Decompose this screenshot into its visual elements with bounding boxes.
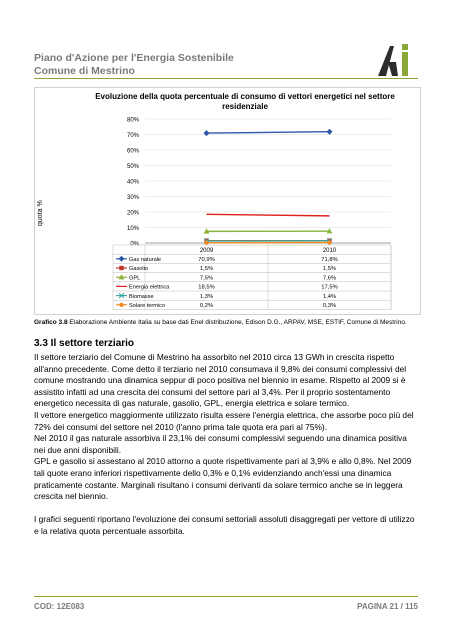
series-line (207, 214, 330, 216)
caption-label: Grafico 3.8 (34, 319, 68, 326)
caption-text: Elaborazione Ambiente Italia su base dati Enel distribuzione, Edison D.G., ARPAV, MSE, ESTIF, Comune di Mestrino. (67, 319, 407, 326)
paragraph: I grafici seguenti riportano l'evoluzione dei consumi settoriali assoluti disaggregati per vettore di utilizzo e la relativa quota percentuale assorbita. (34, 514, 415, 536)
document-header (34, 52, 334, 78)
data-label: 1,5% (199, 266, 214, 273)
x-tick-label: 2009 (199, 248, 214, 254)
legend-label: Energia elettrica (129, 284, 170, 291)
footer-rule (34, 596, 418, 597)
legend-label: Gas naturale (129, 257, 162, 263)
header-rule (34, 78, 418, 79)
document-code: COD: 12E083 (34, 602, 85, 611)
data-point-marker (119, 266, 123, 270)
ambiente-italia-logo (376, 42, 414, 78)
data-point-marker (119, 303, 123, 307)
y-tick-label: 10% (126, 226, 139, 232)
data-label: 1,5% (322, 266, 337, 273)
page-number: PAGINA 21 / 115 (357, 602, 418, 611)
y-tick-label: 0% (130, 241, 139, 248)
paragraph: Il vettore energetico maggiormente utilizzato risulta essere l'energia elettrica, che assorbe poco più del 72% dei consumi del settore nel 2010 (l'anno prima tale quota era pari al 75%). (34, 409, 414, 432)
paragraph: Nel 2010 il gas naturale assorbiva il 23,1% dei consumi complessivi seguendo una dinamica positiva nei due anni disponibili. (34, 433, 407, 455)
section-heading: 3.3 Il settore terziario (34, 338, 135, 349)
data-point-marker (327, 129, 333, 135)
y-axis-label: quota % (37, 200, 44, 226)
paragraph: GPL e gasolio si assestano al 2010 attorno a quote rispettivamente pari al 3,9% e allo 0,8%. Nel 2009 tali quote erano inferiori rispettivamente dello 0,3% e 0,1% evidenziando anch'essi una dinamica praticamente costante. Marginali risultano i consumi derivanti da solare termico anche se in leggera crescita nel biennio. (34, 456, 412, 502)
legend-label: Gasolio (129, 266, 148, 273)
y-tick-label: 80% (126, 117, 139, 124)
header-subtitle: Comune di Mestrino (34, 65, 135, 77)
data-label: 7,5% (199, 275, 214, 282)
data-point-marker (327, 240, 331, 244)
header-title: Piano d'Azione per l'Energia Sostenibile (34, 52, 234, 64)
data-point-marker (204, 240, 208, 244)
data-label: 1,4% (322, 293, 337, 300)
data-label: 0,2% (199, 303, 214, 309)
y-tick-label: 30% (126, 195, 139, 201)
data-table-border (113, 245, 391, 309)
y-tick-label: 60% (126, 148, 139, 155)
data-label: 18,5% (198, 284, 215, 291)
data-point-marker (204, 130, 210, 136)
body-text (34, 352, 420, 538)
y-tick-label: 70% (126, 133, 139, 139)
data-label: 7,6% (322, 275, 337, 282)
y-tick-label: 50% (126, 164, 139, 170)
y-tick-label: 40% (126, 179, 139, 186)
legend-label: GPL (129, 275, 141, 282)
data-point-marker (119, 256, 125, 262)
y-tick-label: 20% (126, 210, 139, 217)
chart-caption (34, 319, 434, 327)
chart-title: Evoluzione della quota percentuale di consumo di vettori energetici nel settore residenziale (95, 92, 395, 111)
legend-label: Biomasse (129, 293, 154, 300)
line-chart (35, 88, 420, 314)
chart-frame (34, 87, 421, 315)
series-line (207, 132, 330, 133)
data-label: 1,3% (199, 293, 214, 300)
x-tick-label: 2010 (322, 248, 337, 254)
data-label: 17,5% (321, 284, 338, 291)
data-label: 0,3% (322, 303, 337, 309)
paragraph: Il settore terziario del Comune di Mestrino ha assorbito nel 2010 circa 13 GWh in crescita rispetto all'anno precedente. Come detto il terziario nel 2010 consumava il 9,8% dei consumi complessivi del comune mostrando una dinamica seppur di poco positiva nel biennio in esame. Rispetto al 2009 si è assistito infatti ad una crescita dei consumi del settore pari al 3,4%. Per il proprio sostentamento energetico necessita di gas naturale, gasolio, GPL, energia elettrica e solare termico. (34, 352, 407, 409)
legend-label: Solare termico (129, 303, 166, 309)
data-label: 70,9% (198, 257, 215, 263)
data-label: 71,8% (321, 257, 338, 263)
